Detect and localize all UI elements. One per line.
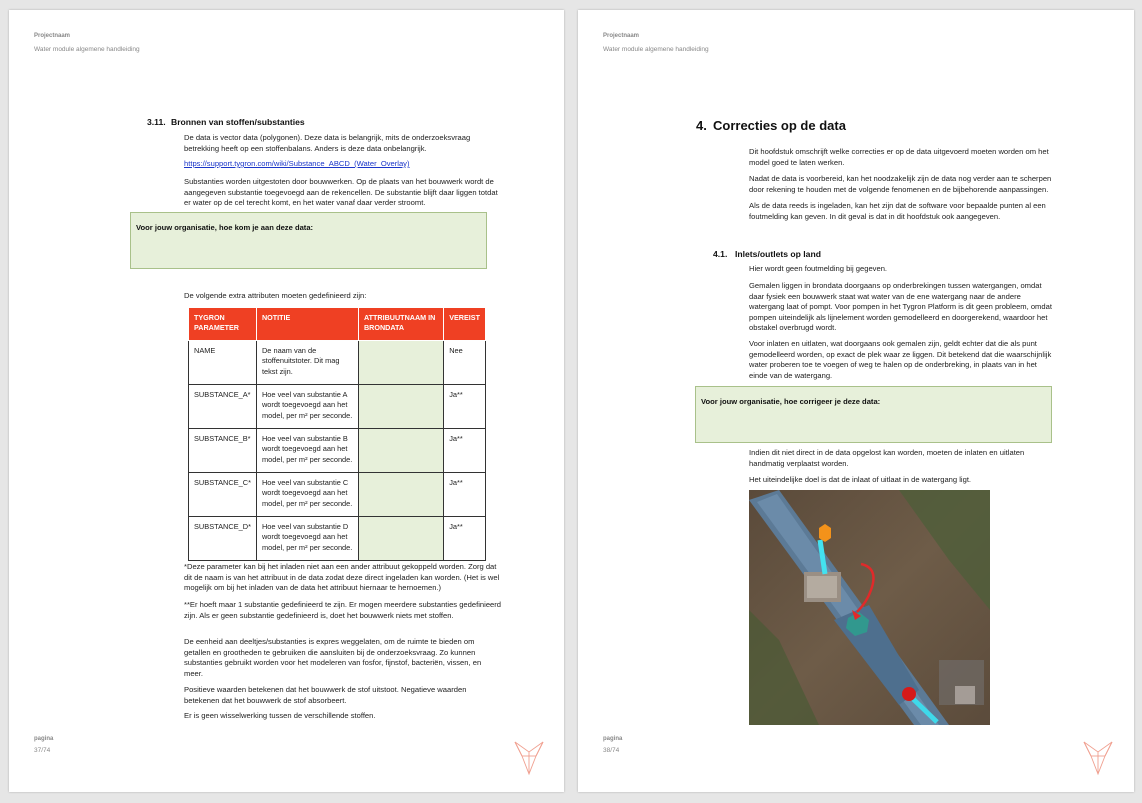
footer-label: pagina: [603, 736, 623, 742]
required-cell: Ja**: [444, 385, 486, 429]
page-number: 38/74: [603, 747, 620, 754]
note-cell: Hoe veel van substantie B wordt toegevoegd aan het model, per m² per seconde.: [256, 429, 358, 473]
table-header-row: [189, 308, 486, 341]
section-number: 4.1.: [713, 249, 728, 259]
section-title: Inlets/outlets op land: [735, 249, 821, 259]
note-cell: Hoe veel van substantie D wordt toegevoegd aan het model, per m² per seconde.: [256, 517, 358, 561]
chapter-number: 4.: [696, 118, 707, 133]
attribute-cell[interactable]: [358, 517, 443, 561]
tygron-logo-icon: [512, 740, 546, 776]
required-cell: Ja**: [444, 517, 486, 561]
table-intro: De volgende extra attributen moeten gedefinieerd zijn:: [184, 291, 367, 300]
chapter-intro-3: Als de data reeds is ingeladen, kan het zijn dat de software voor bepaalde punten al een foutmelding kan geven. In dit geval is dat in dit hoofdstuk ook aangegeven.: [749, 201, 1046, 221]
param-cell: SUBSTANCE_A*: [189, 385, 257, 429]
required-cell: Ja**: [444, 473, 486, 517]
param-cell: NAME: [189, 341, 257, 385]
header-subtitle: Water module algemene handleiding: [34, 46, 140, 53]
support-link[interactable]: https://support.tygron.com/wiki/Substance_ABCD_(Water_Overlay): [184, 159, 410, 168]
required-cell: Ja**: [444, 429, 486, 473]
table-row: [189, 473, 486, 517]
sign-paragraph: Positieve waarden betekenen dat het bouwwerk de stof uitstoot. Negatieve waarden betekenen dat het bouwwerk de stof absorbeert.: [184, 685, 467, 705]
param-cell: SUBSTANCE_D*: [189, 517, 257, 561]
attribute-cell[interactable]: [358, 429, 443, 473]
header-project: Projectnaam: [34, 33, 71, 39]
chapter-intro-1: Dit hoofdstuk omschrijft welke correcties er op de data uitgevoerd moeten worden om het model goed te laten werken.: [749, 147, 1049, 167]
no-error-text: Hier wordt geen foutmelding bij gegeven.: [749, 264, 888, 273]
section-title: Bronnen van stoffen/substanties: [171, 117, 305, 127]
chapter-intro-2: Nadat de data is voorbereid, kan het noodzakelijk zijn de data nog verder aan te scherpen door rekening te houden met de volgende fenomenen en de bijbehorende aanpassingen.: [749, 174, 1052, 194]
header-subtitle: Water module algemene handleiding: [603, 46, 709, 53]
required-cell: Nee: [444, 341, 486, 385]
intro-paragraph: De data is vector data (polygonen). Deze data is belangrijk, mits de onderzoeksvraag betrekking heeft op een stoffenbalans. Anders is deze data onbelangrijk.: [184, 133, 471, 153]
goal-paragraph: Het uiteindelijke doel is dat de inlaat of uitlaat in de watergang ligt.: [749, 475, 972, 484]
table-row: [189, 429, 486, 473]
attribute-cell[interactable]: [358, 385, 443, 429]
attribute-cell[interactable]: [358, 341, 443, 385]
param-cell: SUBSTANCE_C*: [189, 473, 257, 517]
header-project: Projectnaam: [603, 33, 640, 39]
table-row: [189, 517, 486, 561]
interaction-paragraph: Er is geen wisselwerking tussen de verschillende stoffen.: [184, 711, 376, 720]
attribute-table: [188, 307, 486, 561]
chapter-title: Correcties op de data: [713, 118, 846, 133]
note-cell: Hoe veel van substantie C wordt toegevoegd aan het model, per m² per seconde.: [256, 473, 358, 517]
param-cell: SUBSTANCE_B*: [189, 429, 257, 473]
unit-paragraph: De eenheid aan deeltjes/substanties is expres weggelaten, om de ruimte te bieden om getallen en grootheden te gebruiken die aansluiten bij de onderzoeksvraag. Zo kunnen substanties gebruikt worden voor het modeleren van fosfor, fijnstof, bacteriën, vissen, en meer.: [184, 637, 482, 678]
tygron-logo-icon: [1081, 740, 1115, 776]
footnote-1: *Deze parameter kan bij het inladen niet aan een ander attribuut gekoppeld worden. Zorg dat dit de naam is van het attribuut in de data zodat deze direct ingeladen kan worden. (Het is wel mogelijk om bij het inladen van de data het attribuut hiernaar te hernoemen.): [184, 562, 500, 592]
organisation-data-label: Voor jouw organisatie, hoe kom je aan deze data:: [136, 223, 314, 232]
pumps-paragraph: Gemalen liggen in brondata doorgaans op onderbrekingen tussen watergangen, omdat daar fysiek een bouwwerk staat wat water van de ene watergang naar de andere watergang laat of pompt. Voor pompen in het Tygron Platform is dit geen probleem, omdat pompen uiteindelijk als lijnelement worden gemodelleerd en doorgerekend, waardoor het obstakel overbrugd wordt.: [749, 281, 1052, 332]
page-number: 37/74: [34, 747, 51, 754]
manual-move-paragraph: Indien dit niet direct in de data opgelost kan worden, moeten de inlaten en uitlaten handmatig verplaatst worden.: [749, 448, 1025, 468]
col-header: TYGRON PARAMETER: [189, 308, 257, 341]
table-row: [189, 385, 486, 429]
page-38: [578, 10, 1134, 792]
organisation-correction-label: Voor jouw organisatie, hoe corrigeer je deze data:: [701, 397, 881, 406]
attribute-cell[interactable]: [358, 473, 443, 517]
footer-label: pagina: [34, 736, 54, 742]
col-header: NOTITIE: [256, 308, 358, 341]
note-cell: Hoe veel van substantie A wordt toegevoegd aan het model, per m² per seconde.: [256, 385, 358, 429]
col-header: ATTRIBUUTNAAM IN BRONDATA: [358, 308, 443, 341]
organisation-correction-box[interactable]: [695, 386, 1052, 443]
emission-paragraph: Substanties worden uitgestoten door bouwwerken. Op de plaats van het bouwwerk wordt de aangegeven substantie toegevoegd aan de rekencellen. De substantie blijft daar liggen totdat er water op de cel terecht komt, en het water vanaf daar verder stroomt.: [184, 177, 498, 207]
table-row: [189, 341, 486, 385]
inlets-paragraph: Voor inlaten en uitlaten, wat doorgaans ook gemalen zijn, geldt echter dat die als punt gemodelleerd worden, op exact de plek waar ze liggen. Dit betekend dat die waarschijnlijk water proberen toe te voegen of weg te halen op de onderbreking, in plaats van in het einde van de watergang.: [749, 339, 1052, 380]
section-number: 3.11.: [147, 117, 166, 127]
note-cell: De naam van de stoffenuitstoter. Dit mag tekst zijn.: [256, 341, 358, 385]
footnote-2: **Er hoeft maar 1 substantie gedefinieerd te zijn. Er mogen meerdere substanties gedefinieerd zijn. Als er geen substantie gedefinieerd is, doet het bouwwerk niets met stoffen.: [184, 600, 502, 620]
inlet-map-image: [749, 490, 990, 725]
col-header: VEREIST: [444, 308, 486, 341]
page-37: [9, 10, 564, 792]
organisation-data-box[interactable]: [130, 212, 487, 269]
